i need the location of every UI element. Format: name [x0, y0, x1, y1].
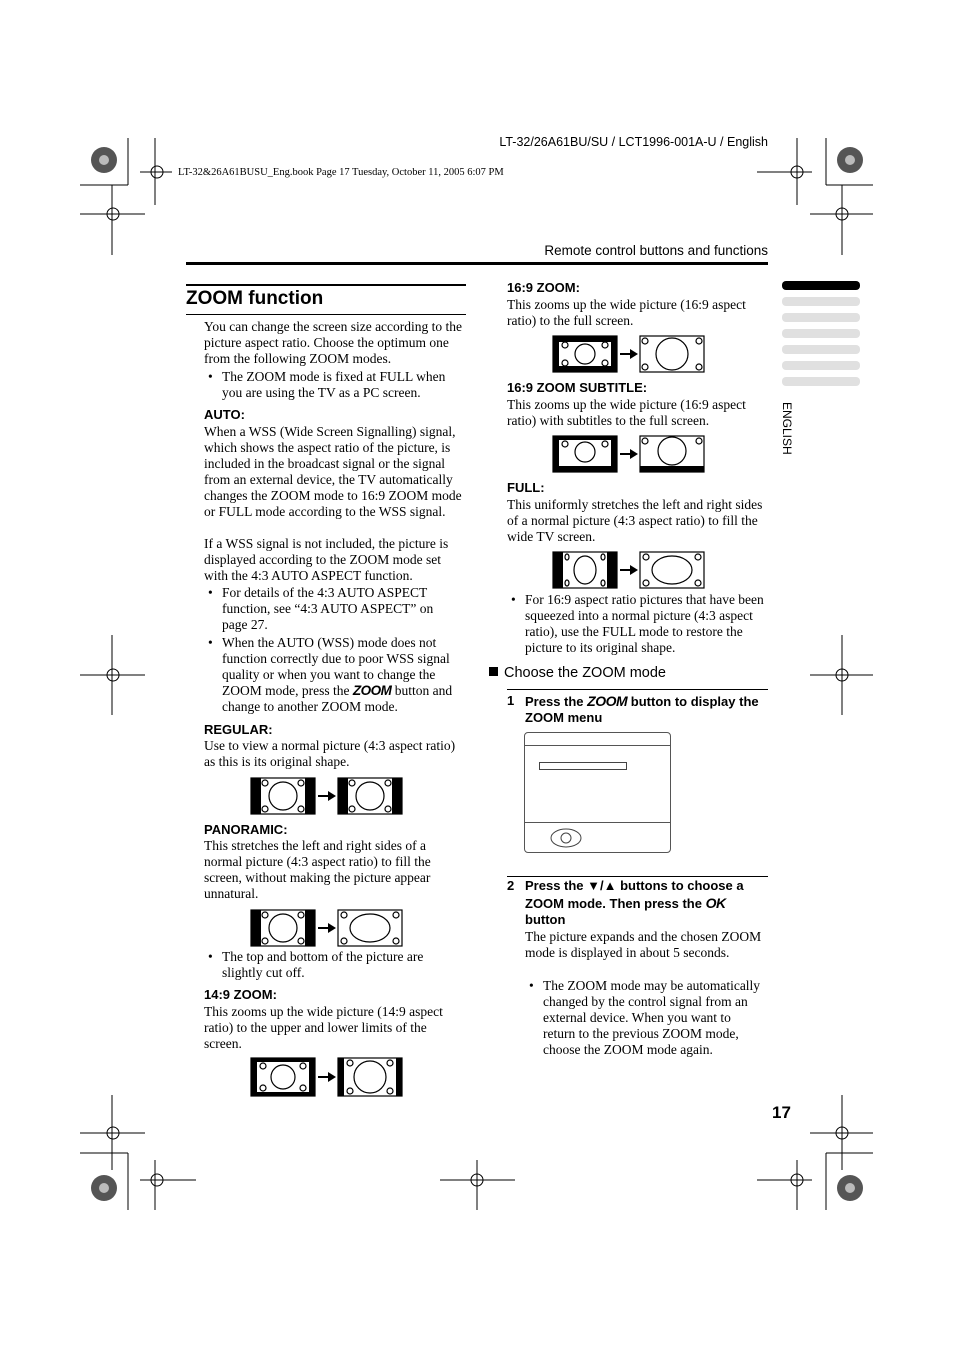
full-bullet: • For 16:9 aspect ratio pictures that have been squeezed into a normal picture (4:3 aspect ratio), use the FULL mode to restore the picture to its original shape.	[511, 592, 764, 655]
step2-rule	[507, 876, 768, 877]
sidebar-tab	[782, 329, 860, 338]
zoom149-diagram	[250, 1057, 404, 1097]
language-label: ENGLISH	[780, 402, 794, 455]
regular-heading: REGULAR:	[204, 722, 273, 737]
regular-text: Use to view a normal picture (4:3 aspect ratio) as this is its original shape.	[204, 738, 456, 769]
auto-bullet-2-text-b: button and change to another ZOOM mode.	[222, 683, 453, 714]
sidebar-tab	[782, 377, 860, 386]
auto-heading: AUTO:	[204, 407, 245, 422]
step2-bullet: • The ZOOM mode may be automatically changed by the control signal from an external device. When you want to return to the previous ZOOM mode, choose the ZOOM mode again.	[529, 978, 761, 1057]
step1-rule	[507, 689, 768, 690]
panoramic-bullet-text: The top and bottom of the picture are slightly cut off.	[222, 949, 424, 980]
panoramic-text: This stretches the left and right sides of a normal picture (4:3 aspect ratio) to fill the screen, without making the picture appear unnatural.	[204, 838, 431, 901]
square-bullet-icon	[489, 667, 498, 676]
menu-selection-bar	[539, 762, 627, 770]
zoom169sub-diagram	[552, 435, 706, 473]
full-bullet-text: For 16:9 aspect ratio pictures that have been squeezed into a normal picture (4:3 aspect ratio), use the FULL mode to restore the picture to its original shape.	[525, 592, 764, 655]
intro-bullet: • The ZOOM mode is fixed at FULL when you are using the TV as a PC screen.	[208, 369, 446, 400]
title-rule-top	[186, 284, 466, 286]
intro-text: You can change the screen size according to the picture aspect ratio. Choose the optimum one from the following ZOOM modes.	[204, 319, 463, 366]
zoom-button-label: ZOOM	[587, 693, 628, 709]
page-number: 17	[772, 1103, 791, 1122]
sidebar-tab	[782, 345, 860, 354]
sidebar-tab	[782, 361, 860, 370]
auto-bullet-1-text: For details of the 4:3 AUTO ASPECT function, see “4:3 AUTO ASPECT” on page 27.	[222, 585, 434, 632]
intro-bullet-text: The ZOOM mode is fixed at FULL when you are using the TV as a PC screen.	[222, 369, 446, 400]
book-print-info: LT-32&26A61BUSU_Eng.book Page 17 Tuesday, October 11, 2005 6:07 PM	[178, 167, 504, 178]
step1-number: 1	[507, 693, 515, 708]
navigation-pad-icon	[549, 827, 583, 849]
choose-zoom-heading-text: Choose the ZOOM mode	[504, 665, 666, 681]
zoom169sub-heading: 16:9 ZOOM SUBTITLE:	[507, 380, 648, 395]
full-diagram	[552, 551, 706, 589]
step2-text	[525, 878, 768, 929]
full-heading: FULL:	[507, 480, 545, 495]
sidebar-tab	[782, 313, 860, 322]
zoom169-diagram	[552, 335, 706, 373]
step2-text-a: Press the ▼/▲ buttons to choose a ZOOM mode. Then press the	[525, 878, 744, 911]
choose-zoom-heading	[489, 665, 666, 681]
zoom-menu-screen	[524, 732, 671, 853]
step2-number: 2	[507, 878, 515, 893]
step1-text	[525, 693, 768, 726]
panoramic-heading: PANORAMIC:	[204, 822, 288, 837]
step2-text-b: button	[525, 912, 566, 927]
section-header: Remote control buttons and functions	[544, 243, 768, 258]
zoom169-heading: 16:9 ZOOM:	[507, 280, 580, 295]
auto-text-2: If a WSS signal is not included, the picture is displayed according to the ZOOM mode set with the 4:3 AUTO ASPECT function.	[204, 536, 449, 583]
regular-diagram	[250, 777, 404, 815]
document-model-header: LT-32/26A61BU/SU / LCT1996-001A-U / English	[499, 135, 768, 149]
panoramic-diagram	[250, 909, 404, 947]
step2-description: The picture expands and the chosen ZOOM mode is displayed in about 5 seconds.	[525, 929, 762, 960]
page-title: ZOOM function	[186, 288, 324, 309]
sidebar-tab	[782, 297, 860, 306]
step1-text-b: button to display the ZOOM menu	[525, 694, 759, 725]
zoom149-heading: 14:9 ZOOM:	[204, 987, 277, 1002]
full-text: This uniformly stretches the left and right sides of a normal picture (4:3 aspect ratio) to fill the wide TV screen.	[507, 497, 763, 544]
auto-text-1: When a WSS (Wide Screen Signalling) signal, which shows the aspect ratio of the picture, is included in the broadcast signal or the signal from an external device, the TV automatically changes the ZOOM mode to 16:9 ZOOM mode or FULL mode according to the WSS signal.	[204, 424, 462, 519]
panoramic-bullet: • The top and bottom of the picture are slightly cut off.	[208, 949, 424, 980]
zoom-button-label: ZOOM	[352, 683, 392, 698]
menu-title-divider	[525, 745, 670, 746]
auto-bullet-1: • For details of the 4:3 AUTO ASPECT function, see “4:3 AUTO ASPECT” on page 27.	[208, 585, 434, 632]
zoom149-text: This zooms up the wide picture (14:9 aspect ratio) to the upper and lower limits of the screen.	[204, 1004, 443, 1051]
step2-bullet-text: The ZOOM mode may be automatically changed by the control signal from an external device. When you want to return to the previous ZOOM mode, choose the ZOOM mode again.	[543, 978, 761, 1057]
zoom169sub-text: This zooms up the wide picture (16:9 aspect ratio) with subtitles to the full screen.	[507, 397, 746, 428]
step1-text-a: Press the	[525, 694, 584, 709]
sidebar-tab-active	[782, 281, 860, 290]
auto-bullet-2: • When the AUTO (WSS) mode does not function correctly due to poor WSS signal quality or when you want to change the ZOOM mode, press the ZOOM button and change to another ZOOM mode.	[208, 635, 453, 714]
ok-button-label: OK	[705, 894, 726, 911]
zoom169-text: This zooms up the wide picture (16:9 aspect ratio) to the full screen.	[507, 297, 746, 328]
menu-footer-divider	[525, 822, 670, 823]
title-rule-bottom	[186, 314, 466, 315]
auto-bullet-2-text-a: When the AUTO (WSS) mode does not function correctly due to poor WSS signal quality or when you want to change the ZOOM mode, press the	[222, 635, 450, 698]
